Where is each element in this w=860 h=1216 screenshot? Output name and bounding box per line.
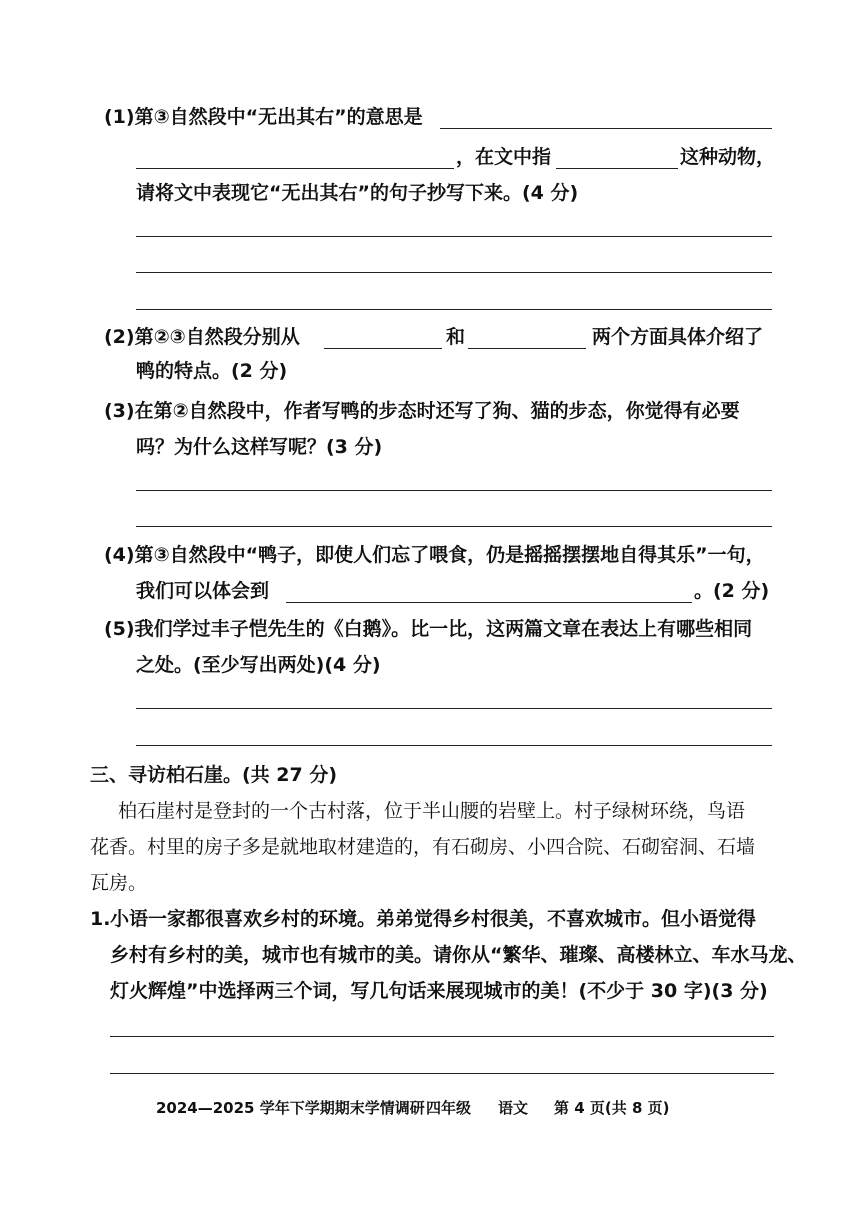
q3-writing-line-1[interactable] [136, 490, 772, 491]
q4-answer-line[interactable] [286, 602, 692, 603]
task1-text-2: 乡村有乡村的美，城市也有城市的美。请你从“繁华、璀璨、高楼林立、车水马龙、 [110, 944, 807, 966]
q4-text-score: 。(2 分) [694, 580, 770, 602]
q1-writing-line-1[interactable] [136, 236, 772, 237]
task1-text-3: 灯火辉煌”中选择两三个词，写几句话来展现城市的美！(不少于 30 字)(3 分) [110, 980, 768, 1002]
task1-text: 小语一家都很喜欢乡村的环境。弟弟觉得乡村很美，不喜欢城市。但小语觉得 [110, 908, 757, 930]
q5-text: (5)我们学过丰子恺先生的《白鹅》。比一比，这两篇文章在表达上有哪些相同 [104, 618, 753, 640]
q2-answer-line-2[interactable] [468, 348, 586, 349]
footer-page-number: 第 4 页(共 8 页) [554, 1099, 670, 1117]
q1-text: (1)第③自然段中“无出其右”的意思是 [104, 106, 423, 128]
q3-text-cont: 吗？为什么这样写呢？(3 分) [136, 436, 383, 458]
footer-exam-title: 2024—2025 学年下学期期末学情调研 [156, 1099, 425, 1117]
task1-writing-line-2[interactable] [110, 1073, 774, 1074]
q4-text-cont: 我们可以体会到 [136, 580, 270, 602]
section3-heading: 三、寻访柏石崖。(共 27 分) [90, 764, 338, 786]
q5-writing-line-1[interactable] [136, 708, 772, 709]
q1-instruction: 请将文中表现它“无出其右”的句子抄写下来。(4 分) [136, 182, 579, 204]
task1-writing-line-1[interactable] [110, 1036, 774, 1037]
q1-answer-line-animal[interactable] [556, 168, 678, 169]
q4-text: (4)第③自然段中“鸭子，即使人们忘了喂食，仍是摇摇摆摆地自得其乐”一句， [104, 544, 765, 566]
q1-answer-line-meaning-cont[interactable] [136, 168, 454, 169]
footer-grade: 四年级 [426, 1099, 472, 1117]
q2-answer-line-1[interactable] [324, 348, 442, 349]
section3-passage-line-1: 柏石崖村是登封的一个古村落，位于半山腰的岩壁上。村子绿树环绕，鸟语 [118, 800, 746, 822]
q1-text-refers: ，在文中指 [456, 146, 552, 168]
q1-writing-line-3[interactable] [136, 309, 772, 310]
q3-writing-line-2[interactable] [136, 526, 772, 527]
section3-passage-line-2: 花香。村里的房子多是就地取材建造的，有石砌房、小四合院、石砌窑洞、石墙 [90, 836, 756, 858]
q2-text: (2)第②③自然段分别从 [104, 326, 300, 348]
q5-text-cont: 之处。(至少写出两处)(4 分) [136, 654, 381, 676]
q2-text-cont: 鸭的特点。(2 分) [136, 360, 288, 382]
q3-text: (3)在第②自然段中，作者写鸭的步态时还写了狗、猫的步态，你觉得有必要 [104, 400, 740, 422]
q2-text-and: 和 [446, 326, 466, 348]
q1-answer-line-meaning[interactable] [440, 128, 772, 129]
section3-passage-line-3: 瓦房。 [90, 872, 148, 894]
footer-subject: 语文 [498, 1099, 529, 1117]
q2-text-tail: 两个方面具体介绍了 [592, 326, 764, 348]
q1-text-animal: 这种动物， [680, 146, 776, 168]
task1-number: 1. [90, 908, 111, 930]
q5-writing-line-2[interactable] [136, 745, 772, 746]
q1-writing-line-2[interactable] [136, 272, 772, 273]
